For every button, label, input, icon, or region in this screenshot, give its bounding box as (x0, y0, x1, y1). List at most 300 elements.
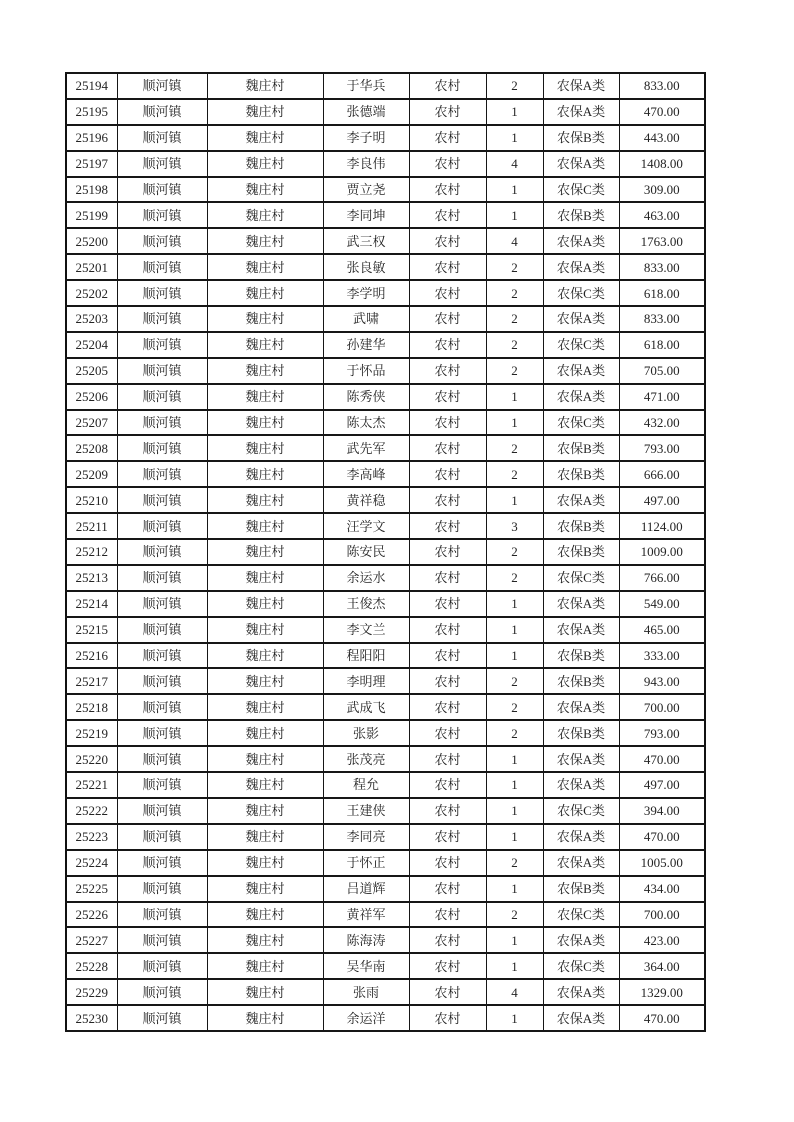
amount-cell: 618.00 (619, 280, 705, 306)
amount-cell: 471.00 (619, 384, 705, 410)
amount-cell: 470.00 (619, 99, 705, 125)
residence-type-cell: 农村 (409, 591, 486, 617)
amount-cell: 666.00 (619, 461, 705, 487)
record-id-cell: 25206 (66, 384, 117, 410)
insurance-category-cell: 农保A类 (543, 151, 619, 177)
person-count-cell: 2 (486, 902, 543, 928)
village-cell: 魏庄村 (207, 772, 323, 798)
person-count-cell: 2 (486, 280, 543, 306)
record-id-cell: 25195 (66, 99, 117, 125)
village-cell: 魏庄村 (207, 306, 323, 332)
insurance-category-cell: 农保B类 (543, 720, 619, 746)
person-count-cell: 2 (486, 720, 543, 746)
table-row (66, 332, 705, 358)
person-name-cell: 于华兵 (323, 73, 409, 99)
town-cell: 顺河镇 (117, 435, 207, 461)
person-name-cell: 李文兰 (323, 617, 409, 643)
table-row (66, 927, 705, 953)
person-count-cell: 1 (486, 384, 543, 410)
village-cell: 魏庄村 (207, 694, 323, 720)
person-count-cell: 1 (486, 125, 543, 151)
residence-type-cell: 农村 (409, 125, 486, 151)
table-row (66, 720, 705, 746)
insurance-category-cell: 农保B类 (543, 125, 619, 151)
amount-cell: 394.00 (619, 798, 705, 824)
town-cell: 顺河镇 (117, 487, 207, 513)
amount-cell: 465.00 (619, 617, 705, 643)
town-cell: 顺河镇 (117, 876, 207, 902)
village-cell: 魏庄村 (207, 539, 323, 565)
village-cell: 魏庄村 (207, 746, 323, 772)
person-count-cell: 2 (486, 565, 543, 591)
table-row (66, 824, 705, 850)
amount-cell: 333.00 (619, 643, 705, 669)
town-cell: 顺河镇 (117, 539, 207, 565)
record-id-cell: 25216 (66, 643, 117, 669)
village-cell: 魏庄村 (207, 461, 323, 487)
village-cell: 魏庄村 (207, 410, 323, 436)
town-cell: 顺河镇 (117, 513, 207, 539)
village-cell: 魏庄村 (207, 358, 323, 384)
insurance-category-cell: 农保A类 (543, 384, 619, 410)
person-name-cell: 贾立尧 (323, 177, 409, 203)
table-row (66, 151, 705, 177)
record-id-cell: 25201 (66, 254, 117, 280)
person-name-cell: 汪学文 (323, 513, 409, 539)
record-id-cell: 25218 (66, 694, 117, 720)
insurance-category-cell: 农保A类 (543, 487, 619, 513)
insurance-category-cell: 农保A类 (543, 254, 619, 280)
table-row (66, 643, 705, 669)
table-row (66, 746, 705, 772)
insurance-category-cell: 农保A类 (543, 306, 619, 332)
residence-type-cell: 农村 (409, 410, 486, 436)
residence-type-cell: 农村 (409, 979, 486, 1005)
table-row (66, 591, 705, 617)
village-cell: 魏庄村 (207, 73, 323, 99)
town-cell: 顺河镇 (117, 73, 207, 99)
amount-cell: 434.00 (619, 876, 705, 902)
town-cell: 顺河镇 (117, 591, 207, 617)
town-cell: 顺河镇 (117, 927, 207, 953)
record-id-cell: 25224 (66, 850, 117, 876)
insurance-category-cell: 农保A类 (543, 358, 619, 384)
table-row (66, 850, 705, 876)
town-cell: 顺河镇 (117, 332, 207, 358)
person-count-cell: 2 (486, 73, 543, 99)
person-name-cell: 王俊杰 (323, 591, 409, 617)
residence-type-cell: 农村 (409, 151, 486, 177)
insurance-category-cell: 农保A类 (543, 73, 619, 99)
record-id-cell: 25221 (66, 772, 117, 798)
amount-cell: 549.00 (619, 591, 705, 617)
table-row (66, 953, 705, 979)
residence-type-cell: 农村 (409, 798, 486, 824)
town-cell: 顺河镇 (117, 254, 207, 280)
village-cell: 魏庄村 (207, 565, 323, 591)
village-cell: 魏庄村 (207, 927, 323, 953)
record-id-cell: 25222 (66, 798, 117, 824)
insurance-category-cell: 农保A类 (543, 99, 619, 125)
record-id-cell: 25226 (66, 902, 117, 928)
person-name-cell: 张影 (323, 720, 409, 746)
person-name-cell: 李明理 (323, 668, 409, 694)
amount-cell: 700.00 (619, 694, 705, 720)
table-row (66, 435, 705, 461)
person-name-cell: 武成飞 (323, 694, 409, 720)
person-count-cell: 2 (486, 254, 543, 280)
village-cell: 魏庄村 (207, 254, 323, 280)
town-cell: 顺河镇 (117, 617, 207, 643)
person-name-cell: 李学明 (323, 280, 409, 306)
insurance-category-cell: 农保A类 (543, 591, 619, 617)
record-id-cell: 25209 (66, 461, 117, 487)
person-name-cell: 程阳阳 (323, 643, 409, 669)
record-id-cell: 25207 (66, 410, 117, 436)
village-cell: 魏庄村 (207, 177, 323, 203)
village-cell: 魏庄村 (207, 228, 323, 254)
town-cell: 顺河镇 (117, 953, 207, 979)
town-cell: 顺河镇 (117, 1005, 207, 1031)
amount-cell: 1763.00 (619, 228, 705, 254)
person-name-cell: 程允 (323, 772, 409, 798)
person-name-cell: 余运水 (323, 565, 409, 591)
residence-type-cell: 农村 (409, 617, 486, 643)
amount-cell: 470.00 (619, 1005, 705, 1031)
village-cell: 魏庄村 (207, 902, 323, 928)
amount-cell: 705.00 (619, 358, 705, 384)
record-id-cell: 25214 (66, 591, 117, 617)
record-id-cell: 25196 (66, 125, 117, 151)
person-count-cell: 2 (486, 461, 543, 487)
table-row (66, 177, 705, 203)
town-cell: 顺河镇 (117, 694, 207, 720)
person-count-cell: 2 (486, 694, 543, 720)
town-cell: 顺河镇 (117, 280, 207, 306)
person-name-cell: 武啸 (323, 306, 409, 332)
person-name-cell: 李同坤 (323, 202, 409, 228)
table-row (66, 306, 705, 332)
insurance-category-cell: 农保B类 (543, 202, 619, 228)
table-row (66, 125, 705, 151)
village-cell: 魏庄村 (207, 798, 323, 824)
person-count-cell: 2 (486, 539, 543, 565)
residence-type-cell: 农村 (409, 850, 486, 876)
village-cell: 魏庄村 (207, 979, 323, 1005)
village-cell: 魏庄村 (207, 876, 323, 902)
village-cell: 魏庄村 (207, 668, 323, 694)
town-cell: 顺河镇 (117, 306, 207, 332)
table-row (66, 876, 705, 902)
amount-cell: 833.00 (619, 254, 705, 280)
town-cell: 顺河镇 (117, 99, 207, 125)
person-name-cell: 黄祥军 (323, 902, 409, 928)
village-cell: 魏庄村 (207, 487, 323, 513)
amount-cell: 497.00 (619, 487, 705, 513)
record-id-cell: 25215 (66, 617, 117, 643)
town-cell: 顺河镇 (117, 798, 207, 824)
records-table-body (66, 73, 705, 1031)
record-id-cell: 25203 (66, 306, 117, 332)
village-cell: 魏庄村 (207, 643, 323, 669)
table-row (66, 410, 705, 436)
village-cell: 魏庄村 (207, 720, 323, 746)
insurance-category-cell: 农保C类 (543, 565, 619, 591)
person-name-cell: 吕道辉 (323, 876, 409, 902)
person-name-cell: 王建侠 (323, 798, 409, 824)
record-id-cell: 25211 (66, 513, 117, 539)
person-name-cell: 陈太杰 (323, 410, 409, 436)
residence-type-cell: 农村 (409, 435, 486, 461)
insurance-category-cell: 农保A类 (543, 228, 619, 254)
amount-cell: 700.00 (619, 902, 705, 928)
town-cell: 顺河镇 (117, 668, 207, 694)
amount-cell: 943.00 (619, 668, 705, 694)
village-cell: 魏庄村 (207, 850, 323, 876)
amount-cell: 766.00 (619, 565, 705, 591)
person-name-cell: 于怀品 (323, 358, 409, 384)
insurance-category-cell: 农保C类 (543, 332, 619, 358)
village-cell: 魏庄村 (207, 617, 323, 643)
residence-type-cell: 农村 (409, 358, 486, 384)
residence-type-cell: 农村 (409, 177, 486, 203)
record-id-cell: 25200 (66, 228, 117, 254)
table-row (66, 539, 705, 565)
town-cell: 顺河镇 (117, 902, 207, 928)
village-cell: 魏庄村 (207, 1005, 323, 1031)
insurance-category-cell: 农保C类 (543, 902, 619, 928)
insurance-category-cell: 农保A类 (543, 850, 619, 876)
town-cell: 顺河镇 (117, 410, 207, 436)
residence-type-cell: 农村 (409, 824, 486, 850)
insurance-category-cell: 农保A类 (543, 617, 619, 643)
record-id-cell: 25220 (66, 746, 117, 772)
town-cell: 顺河镇 (117, 850, 207, 876)
residence-type-cell: 农村 (409, 228, 486, 254)
person-count-cell: 1 (486, 927, 543, 953)
insurance-category-cell: 农保C类 (543, 177, 619, 203)
table-row (66, 979, 705, 1005)
record-id-cell: 25219 (66, 720, 117, 746)
person-name-cell: 吴华南 (323, 953, 409, 979)
town-cell: 顺河镇 (117, 565, 207, 591)
amount-cell: 432.00 (619, 410, 705, 436)
records-table (65, 72, 706, 1032)
person-count-cell: 4 (486, 228, 543, 254)
village-cell: 魏庄村 (207, 824, 323, 850)
person-name-cell: 张茂亮 (323, 746, 409, 772)
residence-type-cell: 农村 (409, 694, 486, 720)
person-count-cell: 1 (486, 643, 543, 669)
residence-type-cell: 农村 (409, 902, 486, 928)
table-row (66, 487, 705, 513)
residence-type-cell: 农村 (409, 487, 486, 513)
residence-type-cell: 农村 (409, 332, 486, 358)
residence-type-cell: 农村 (409, 876, 486, 902)
amount-cell: 1009.00 (619, 539, 705, 565)
insurance-category-cell: 农保C类 (543, 280, 619, 306)
table-row (66, 772, 705, 798)
residence-type-cell: 农村 (409, 1005, 486, 1031)
person-name-cell: 李良伟 (323, 151, 409, 177)
table-row (66, 358, 705, 384)
record-id-cell: 25205 (66, 358, 117, 384)
amount-cell: 443.00 (619, 125, 705, 151)
town-cell: 顺河镇 (117, 461, 207, 487)
record-id-cell: 25228 (66, 953, 117, 979)
person-count-cell: 1 (486, 591, 543, 617)
person-count-cell: 2 (486, 435, 543, 461)
person-name-cell: 孙建华 (323, 332, 409, 358)
person-count-cell: 2 (486, 668, 543, 694)
insurance-category-cell: 农保B类 (543, 435, 619, 461)
residence-type-cell: 农村 (409, 306, 486, 332)
amount-cell: 618.00 (619, 332, 705, 358)
table-row (66, 202, 705, 228)
person-name-cell: 李同亮 (323, 824, 409, 850)
record-id-cell: 25229 (66, 979, 117, 1005)
insurance-category-cell: 农保A类 (543, 694, 619, 720)
table-row (66, 254, 705, 280)
record-id-cell: 25213 (66, 565, 117, 591)
town-cell: 顺河镇 (117, 384, 207, 410)
amount-cell: 793.00 (619, 435, 705, 461)
person-name-cell: 李子明 (323, 125, 409, 151)
person-name-cell: 陈安民 (323, 539, 409, 565)
person-count-cell: 1 (486, 746, 543, 772)
record-id-cell: 25199 (66, 202, 117, 228)
insurance-category-cell: 农保B类 (543, 513, 619, 539)
insurance-category-cell: 农保B类 (543, 643, 619, 669)
amount-cell: 309.00 (619, 177, 705, 203)
insurance-category-cell: 农保A类 (543, 1005, 619, 1031)
person-count-cell: 1 (486, 953, 543, 979)
table-row (66, 694, 705, 720)
insurance-category-cell: 农保C类 (543, 953, 619, 979)
person-name-cell: 张良敏 (323, 254, 409, 280)
person-count-cell: 1 (486, 202, 543, 228)
record-id-cell: 25198 (66, 177, 117, 203)
town-cell: 顺河镇 (117, 125, 207, 151)
residence-type-cell: 农村 (409, 643, 486, 669)
amount-cell: 1408.00 (619, 151, 705, 177)
record-id-cell: 25208 (66, 435, 117, 461)
residence-type-cell: 农村 (409, 254, 486, 280)
village-cell: 魏庄村 (207, 332, 323, 358)
person-name-cell: 张雨 (323, 979, 409, 1005)
record-id-cell: 25204 (66, 332, 117, 358)
table-row (66, 513, 705, 539)
residence-type-cell: 农村 (409, 565, 486, 591)
table-row (66, 99, 705, 125)
record-id-cell: 25227 (66, 927, 117, 953)
person-count-cell: 2 (486, 332, 543, 358)
residence-type-cell: 农村 (409, 720, 486, 746)
residence-type-cell: 农村 (409, 953, 486, 979)
person-count-cell: 4 (486, 151, 543, 177)
town-cell: 顺河镇 (117, 979, 207, 1005)
residence-type-cell: 农村 (409, 384, 486, 410)
person-count-cell: 1 (486, 99, 543, 125)
person-count-cell: 1 (486, 177, 543, 203)
amount-cell: 470.00 (619, 824, 705, 850)
residence-type-cell: 农村 (409, 280, 486, 306)
insurance-category-cell: 农保A类 (543, 746, 619, 772)
town-cell: 顺河镇 (117, 643, 207, 669)
town-cell: 顺河镇 (117, 177, 207, 203)
insurance-category-cell: 农保B类 (543, 668, 619, 694)
table-row (66, 902, 705, 928)
town-cell: 顺河镇 (117, 358, 207, 384)
amount-cell: 463.00 (619, 202, 705, 228)
village-cell: 魏庄村 (207, 513, 323, 539)
insurance-category-cell: 农保A类 (543, 979, 619, 1005)
village-cell: 魏庄村 (207, 99, 323, 125)
person-name-cell: 武三权 (323, 228, 409, 254)
insurance-category-cell: 农保B类 (543, 461, 619, 487)
amount-cell: 793.00 (619, 720, 705, 746)
table-row (66, 668, 705, 694)
person-name-cell: 武先军 (323, 435, 409, 461)
amount-cell: 1005.00 (619, 850, 705, 876)
village-cell: 魏庄村 (207, 384, 323, 410)
person-count-cell: 1 (486, 1005, 543, 1031)
residence-type-cell: 农村 (409, 202, 486, 228)
amount-cell: 364.00 (619, 953, 705, 979)
person-name-cell: 于怀正 (323, 850, 409, 876)
residence-type-cell: 农村 (409, 73, 486, 99)
record-id-cell: 25194 (66, 73, 117, 99)
residence-type-cell: 农村 (409, 539, 486, 565)
record-id-cell: 25230 (66, 1005, 117, 1031)
town-cell: 顺河镇 (117, 151, 207, 177)
table-row (66, 798, 705, 824)
amount-cell: 833.00 (619, 306, 705, 332)
record-id-cell: 25202 (66, 280, 117, 306)
village-cell: 魏庄村 (207, 202, 323, 228)
record-id-cell: 25210 (66, 487, 117, 513)
person-count-cell: 1 (486, 772, 543, 798)
table-row (66, 280, 705, 306)
village-cell: 魏庄村 (207, 435, 323, 461)
person-count-cell: 2 (486, 306, 543, 332)
insurance-category-cell: 农保B类 (543, 876, 619, 902)
table-row (66, 228, 705, 254)
person-count-cell: 1 (486, 798, 543, 824)
town-cell: 顺河镇 (117, 772, 207, 798)
residence-type-cell: 农村 (409, 772, 486, 798)
record-id-cell: 25197 (66, 151, 117, 177)
person-name-cell: 李高峰 (323, 461, 409, 487)
residence-type-cell: 农村 (409, 99, 486, 125)
amount-cell: 470.00 (619, 746, 705, 772)
insurance-category-cell: 农保A类 (543, 927, 619, 953)
residence-type-cell: 农村 (409, 746, 486, 772)
person-count-cell: 1 (486, 410, 543, 436)
town-cell: 顺河镇 (117, 202, 207, 228)
person-count-cell: 4 (486, 979, 543, 1005)
person-count-cell: 1 (486, 824, 543, 850)
record-id-cell: 25223 (66, 824, 117, 850)
table-row (66, 73, 705, 99)
insurance-category-cell: 农保C类 (543, 410, 619, 436)
residence-type-cell: 农村 (409, 461, 486, 487)
person-count-cell: 2 (486, 358, 543, 384)
residence-type-cell: 农村 (409, 668, 486, 694)
village-cell: 魏庄村 (207, 125, 323, 151)
village-cell: 魏庄村 (207, 280, 323, 306)
record-id-cell: 25212 (66, 539, 117, 565)
